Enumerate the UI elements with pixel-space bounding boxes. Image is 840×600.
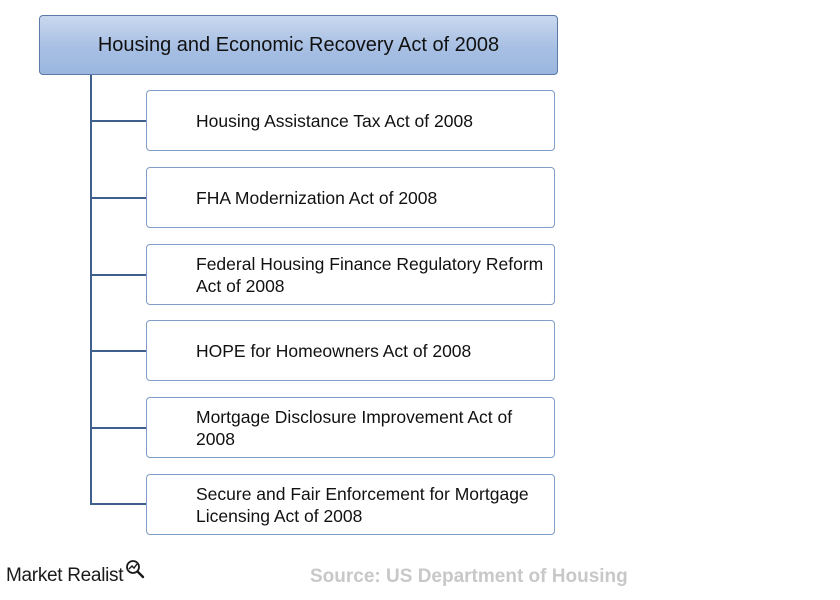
branch-connector-3 [90, 274, 147, 276]
child-node-hope-for-homeowners-act [146, 320, 555, 381]
branch-connector-4 [90, 350, 147, 352]
child-node-safe-mortgage-licensing-act [146, 474, 555, 535]
child-node-label: Federal Housing Finance Regulatory Reform Act of 2008 [196, 253, 544, 296]
child-node-fha-modernization-act [146, 167, 555, 228]
child-node-label: Secure and Fair Enforcement for Mortgage Licensing Act of 2008 [196, 483, 529, 526]
child-node-mortgage-disclosure-improvement-act [146, 397, 555, 458]
child-node-fhfa-regulatory-reform-act [146, 244, 555, 305]
branch-connector-1 [90, 120, 147, 122]
child-node-label: FHA Modernization Act of 2008 [196, 187, 438, 208]
root-node [39, 15, 558, 75]
root-node-label: Housing and Economic Recovery Act of 2008 [97, 33, 500, 56]
child-node-label: Housing Assistance Tax Act of 2008 [196, 110, 473, 131]
logo-text: Market Realist [6, 565, 124, 586]
branch-connector-2 [90, 197, 147, 199]
child-node-label: HOPE for Homeowners Act of 2008 [196, 340, 472, 361]
child-node-label: Mortgage Disclosure Improvement Act of 2008 [196, 406, 513, 449]
tree-trunk-connector [90, 75, 92, 504]
child-node-housing-assistance-tax-act [146, 90, 555, 151]
magnifier-chart-icon [125, 559, 145, 579]
branch-connector-5 [90, 427, 147, 429]
market-realist-logo [6, 565, 145, 587]
branch-connector-6 [90, 503, 147, 505]
source-note: Source: US Department of Housing [310, 566, 628, 587]
